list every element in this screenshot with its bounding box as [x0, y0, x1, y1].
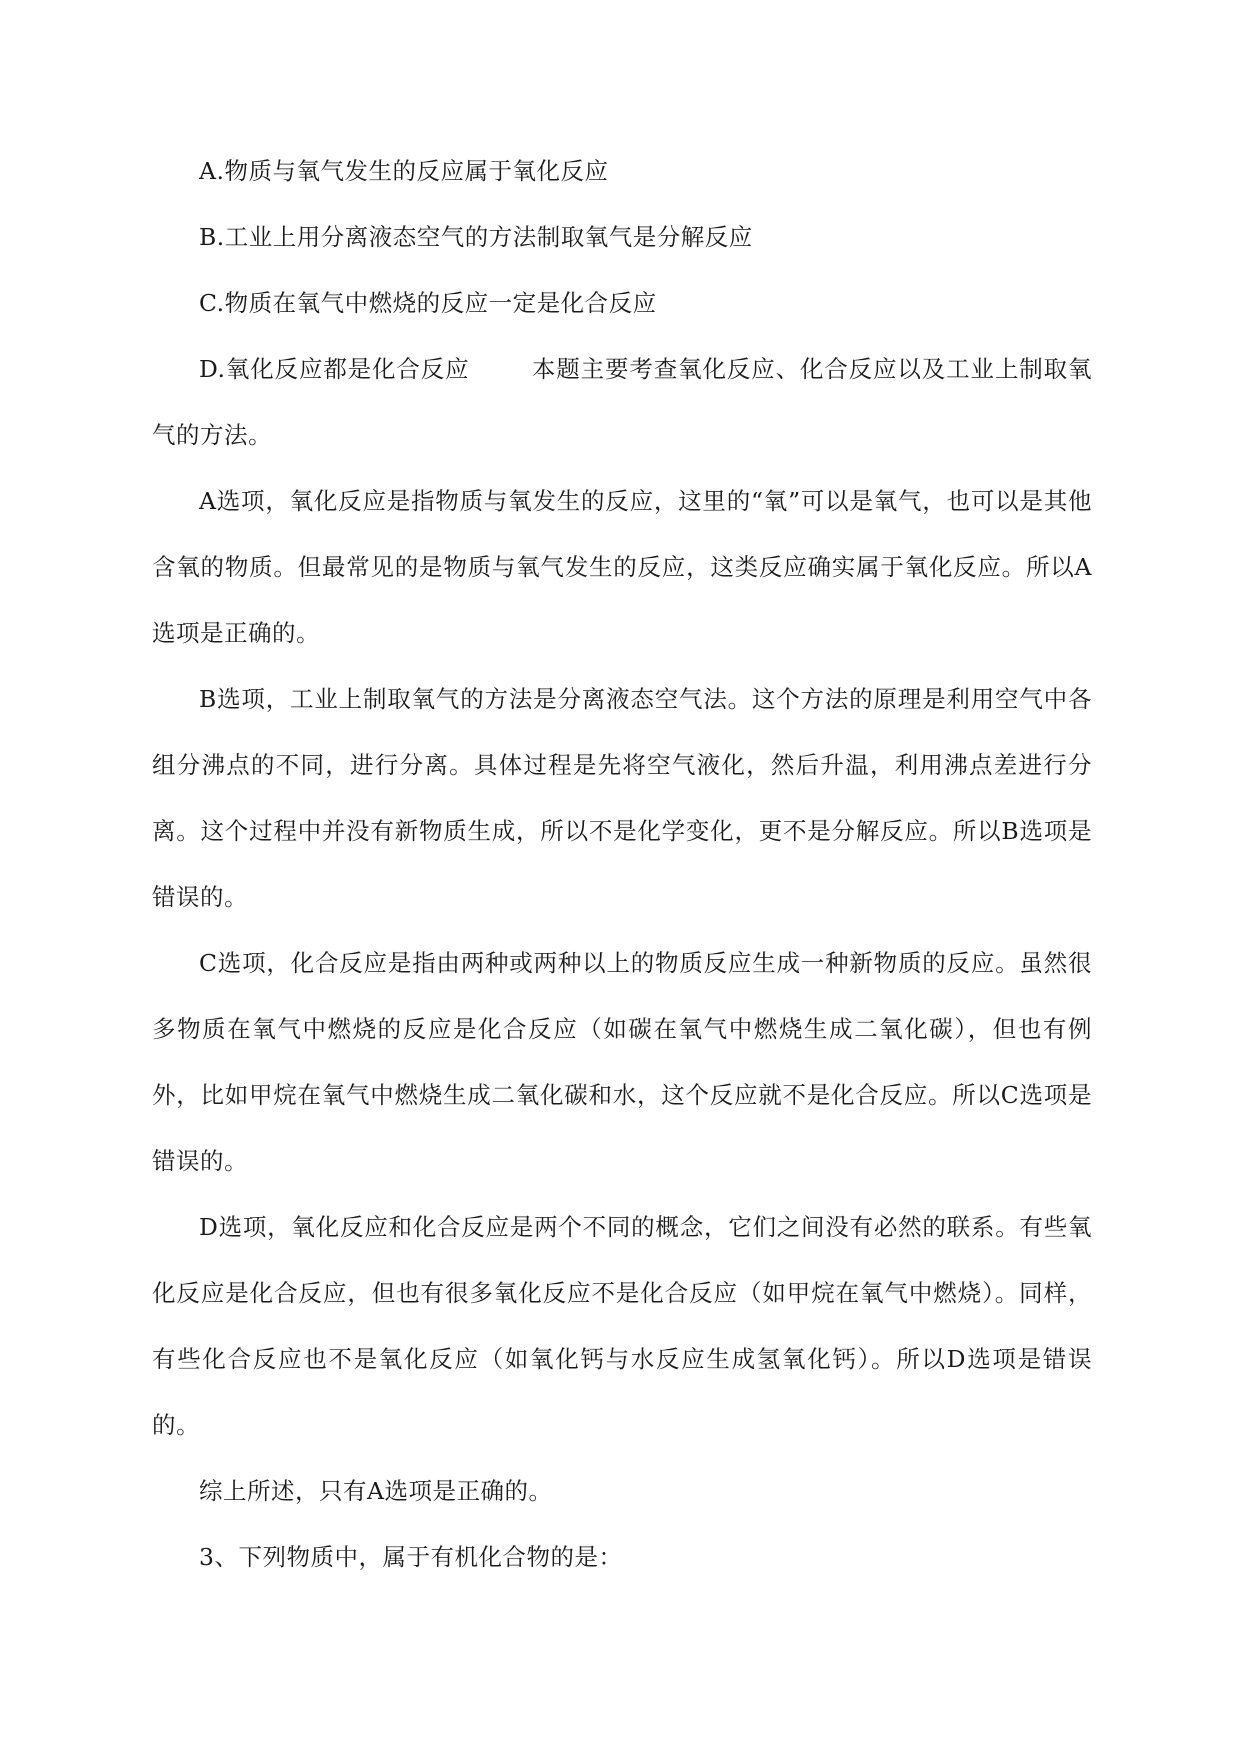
analysis-intro: 本题主要考查氧化反应、化合反应以及工业上制取氧气的方法。: [152, 355, 1092, 449]
analysis-d: D选项，氧化反应和化合反应是两个不同的概念，它们之间没有必然的联系。有些氧化反应是化合反应，但也有很多氧化反应不是化合反应（如甲烷在氧气中燃烧）。同样，有些化合反应也不是氧化反应（如氧化钙与水反应生成氢氧化钙）。所以D选项是错误的。: [152, 1213, 1092, 1439]
option-a: A.物质与氧气发生的反应属于氧化反应: [199, 157, 609, 185]
document-body: [152, 138, 1092, 1590]
analysis-a: A选项，氧化反应是指物质与氧发生的反应，这里的“氧”可以是氧气，也可以是其他含氧的物质。但最常见的是物质与氧气发生的反应，这类反应确实属于氧化反应。所以A选项是正确的。: [152, 487, 1092, 647]
analysis-c: C选项，化合反应是指由两种或两种以上的物质反应生成一种新物质的反应。虽然很多物质在氧气中燃烧的反应是化合反应（如碳在氧气中燃烧生成二氧化碳），但也有例外，比如甲烷在氧气中燃烧生成二氧化碳和水，这个反应就不是化合反应。所以C选项是错误的。: [152, 949, 1092, 1175]
next-question: 3、下列物质中，属于有机化合物的是：: [199, 1543, 623, 1571]
option-d: D.氧化反应都是化合反应: [199, 355, 470, 383]
analysis-b: B选项，工业上制取氧气的方法是分离液态空气法。这个方法的原理是利用空气中各组分沸点的不同，进行分离。具体过程是先将空气液化，然后升温，利用沸点差进行分离。这个过程中并没有新物质生成，所以不是化学变化，更不是分解反应。所以B选项是错误的。: [152, 685, 1092, 911]
option-b: B.工业上用分离液态空气的方法制取氧气是分解反应: [199, 223, 753, 251]
option-c: C.物质在氧气中燃烧的反应一定是化合反应: [199, 289, 657, 317]
option-d-with-intro: [152, 336, 1092, 468]
conclusion: 综上所述，只有A选项是正确的。: [199, 1477, 553, 1505]
